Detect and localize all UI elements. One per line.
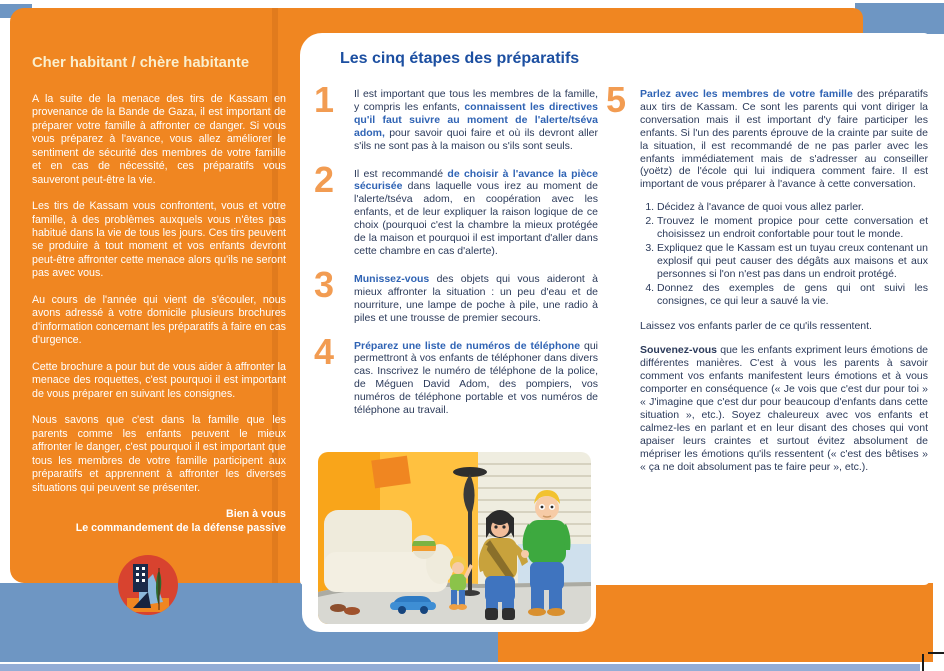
step-5-number: 5 bbox=[606, 79, 627, 120]
intro-paragraph: Nous savons que c'est dans la famille que les parents comme les enfants peuvent le mieux affronter le danger, c'est pourquoi il est important que tous les membres de votre famille participent aux préparatifs et apprennent à affronter les diverses situations qui peuvent se présenter. bbox=[32, 414, 286, 494]
step-5-details bbox=[604, 201, 928, 473]
step-1-text: Il est important que tous les membres de la famille, y compris les enfants, connaissent les directives qu'il faut suivre au moment de l'alerte/tséva adom, pour savoir quoi faire et où ils devront aller s'ils ne sont pas à la maison ou s'ils sont seuls. bbox=[354, 88, 598, 152]
steps-column-1 bbox=[312, 79, 598, 432]
signoff-regards: Bien à vous bbox=[226, 508, 286, 521]
family-living-room-illustration bbox=[318, 452, 591, 624]
step-5 bbox=[604, 79, 929, 191]
intro-paragraph: A la suite de la menace des tirs de Kassam en provenance de la Bande de Gaza, il est important de préparer votre famille à affronter ce danger. Si vous vous préparez à l'avance, vous allez améliorer le sentiment de sécurité des membres de votre famille et en cas de nécessité, ces préparatifs vous sauveront peut-être la vie. bbox=[32, 92, 286, 186]
intro-panel bbox=[32, 54, 286, 536]
intro-paragraph: Cette brochure a pour but de vous aider à affronter la menace des roquettes, c'est pourquoi il est important de vous préparer en suivant les consignes. bbox=[32, 360, 286, 400]
step-4-text: Préparez une liste de numéros de téléphone qui permettront à vos enfants de téléphoner dans divers cas. Inscrivez le numéro de téléphone de la police, de Méguen David Adom, des pompiers, vos numéros de téléphone portable et vos numéros de téléphone au travail. bbox=[354, 339, 598, 417]
page-bottom-strip bbox=[0, 664, 920, 671]
tip-item: 4. Donnez des exemples de gens qui ont suivi les consignes, ce qui leur a sauvé la vie. bbox=[657, 282, 928, 308]
conversation-tips-list bbox=[640, 201, 928, 307]
logo-svg bbox=[117, 554, 179, 616]
step-2 bbox=[312, 158, 598, 258]
step-2-text: Il est recommandé de choisir à l'avance la pièce sécurisée dans laquelle vous irez au moment de l'alerte/tséva adom, en coopération avec les enfants, et de leur expliquer la raison logique de ce choix (pourquoi c'est la chambre la mieux protégée de la maison et pourquoi il est important d'aller dans cette chambre en cas d'alerte). bbox=[354, 167, 598, 257]
signoff bbox=[32, 508, 286, 536]
step-4-number: 4 bbox=[314, 330, 335, 372]
page-title: Les cinq étapes des préparatifs bbox=[340, 50, 580, 67]
illustration-svg bbox=[318, 452, 591, 624]
intro-paragraph: Les tirs de Kassam vous confrontent, vous et votre famille, à des problèmes auxquels vous n'êtes pas habitué dans la vie de tous les jours. Ces tirs peuvent se produire à tout moment et vos enfants devront peut-être affronter cette menace alors qu'ils ne seront pas avec vous. bbox=[32, 200, 286, 280]
lamp-shade-box bbox=[371, 456, 411, 489]
step-2-number: 2 bbox=[314, 158, 335, 200]
striped-ball bbox=[412, 535, 436, 559]
step-3-number: 3 bbox=[314, 263, 335, 305]
signoff-author: Le commandement de la défense passive bbox=[75, 522, 286, 535]
crop-mark-vertical bbox=[922, 654, 924, 671]
step-3-text: Munissez-vous des objets qui vous aideront à mieux affronter la situation : un peu d'eau et de nourriture, une lampe de poche à pile, une radio à piles et une trousse de premier secours. bbox=[354, 272, 598, 324]
tip-item: 2. Trouvez le moment propice pour cette conversation et choisissez un endroit confortable pour tout le monde. bbox=[657, 215, 928, 241]
tip-item: 1. Décidez à l'avance de quoi vous allez parler. bbox=[657, 201, 928, 214]
remember-paragraph: Souvenez-vous que les enfants expriment leurs émotions de différentes manières. C'est à vous les parents à savoir comment vos enfants manifestent leurs émotions et à vous comporter en conséquence (« Je vois que c'est dur pour toi » « J'imagine que c'est dur pour beaucoup d'enfants dans cette situation », etc.). Soyez chaleureux avec vos enfants et calmez-les en parlant et en leur disant des choses qui vont apaiser leurs craintes et surtout évitez absolument de mépriser les émotions qu'ils ressentent (« c'est des bêtises » « ça ne doit absolument pas te faire peur », etc.). bbox=[640, 344, 928, 473]
tip-item: 3. Expliquez que le Kassam est un tuyau creux contenant un explosif qui peut causer des dégâts aux maisons et aux personnes si l'on n'est pas dans un endroit protégé. bbox=[657, 242, 928, 281]
blue-band-top-right bbox=[855, 3, 944, 34]
step-4 bbox=[312, 330, 598, 417]
crop-mark-horizontal bbox=[928, 652, 944, 654]
step-1-number: 1 bbox=[314, 79, 335, 120]
intro-paragraph: Au cours de l'année qui vient de s'écouler, nous avons adressé à votre domicile plusieurs brochures d'information concernant les préparatifs à faire en cas d'urgence. bbox=[32, 293, 286, 347]
steps-column-2 bbox=[604, 79, 929, 485]
step-5-text: Parlez avec les membres de votre famille des préparatifs aux tirs de Kassam. Ce sont les parents qui vont diriger la conversation mais il est important d'y faire participer les enfants. Si l'un des parents éprouve de la crainte par suite de la situation, il est recommandé de ne pas parler avec les enfants immédiatement mais de s'adresser au conseiller (yoëtz) de l'école qui lui indiquera comment faire. Il est important de vous préparer à l'avance à cette conversation. bbox=[640, 88, 929, 191]
step-1 bbox=[312, 79, 598, 153]
logo-building bbox=[133, 564, 148, 592]
home-front-command-logo bbox=[117, 554, 179, 616]
let-children-talk: Laissez vos enfants parler de ce qu'ils ressentent. bbox=[640, 319, 872, 332]
intro-heading: Cher habitant / chère habitante bbox=[32, 55, 250, 71]
step-3 bbox=[312, 263, 598, 325]
